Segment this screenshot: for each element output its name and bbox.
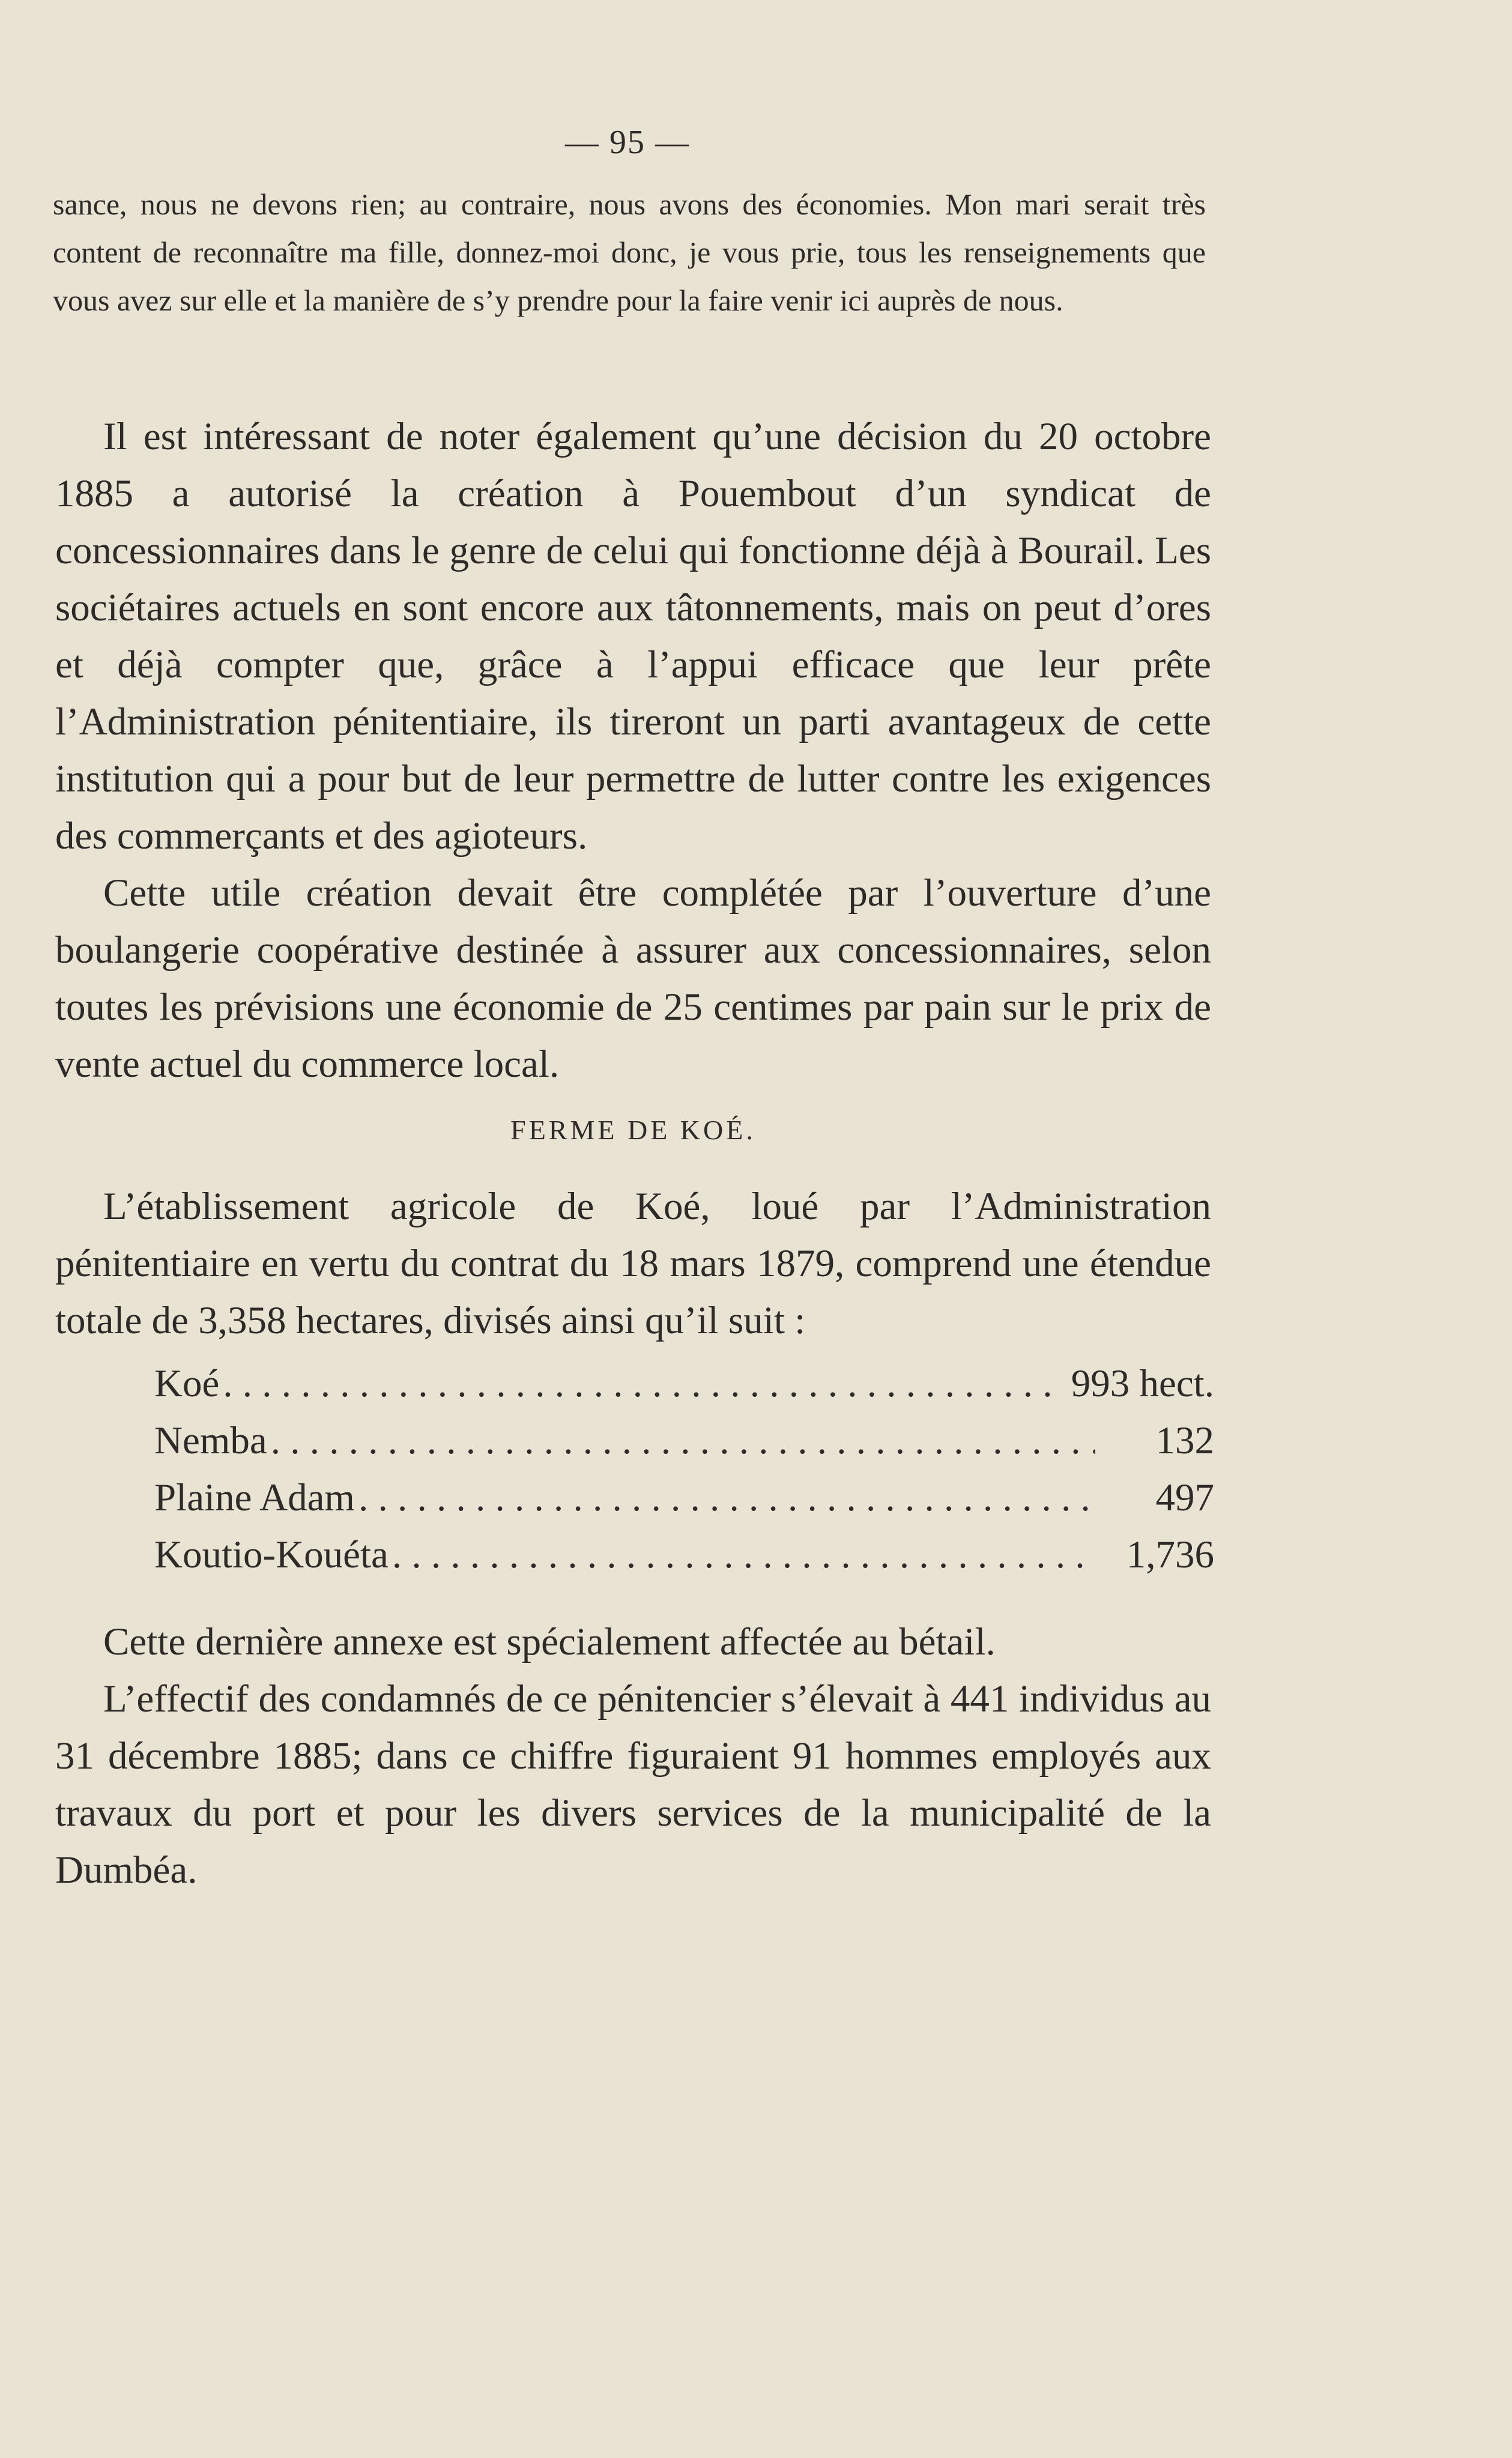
- table-row-label: Nemba: [154, 1419, 267, 1462]
- dot-leader: [223, 1355, 1060, 1412]
- main-text: [55, 408, 1214, 1899]
- table-row-value: 132: [1155, 1419, 1214, 1462]
- dot-leader: [392, 1527, 1095, 1584]
- quoted-letter-excerpt: sance, nous ne devons rien; au contraire, nous avons des économies. Mon mari serait très content de reconnaître ma fille, donnez-moi donc, je vous prie, tous les renseignements que vous avez sur elle et la manière de s’y prendre pour la faire venir ici auprès de nous.: [53, 187, 1206, 317]
- table-row-label: Koutio-Kouéta: [154, 1533, 389, 1576]
- dot-leader: [358, 1470, 1095, 1527]
- section-heading: FERME DE KOÉ.: [510, 1115, 756, 1145]
- table-row: [154, 1412, 1214, 1470]
- table-row: [154, 1470, 1214, 1527]
- table-row: [154, 1527, 1214, 1584]
- dot-leader: [271, 1412, 1095, 1470]
- land-area-table: [154, 1355, 1214, 1584]
- table-row-label: Plaine Adam: [154, 1476, 355, 1519]
- paragraph-koe-intro: L’établissement agricole de Koé, loué par l’Administration pénitentiaire en vertu du contrat du 18 mars 1879, comprend une étendue totale de 3,358 hectares, divisés ainsi qu’il suit :: [55, 1185, 1211, 1342]
- table-row-value: 1,736: [1126, 1533, 1214, 1576]
- table-row: [154, 1355, 1214, 1412]
- paragraph-betail: Cette dernière annexe est spécialement affectée au bétail.: [103, 1620, 996, 1663]
- table-row-label: Koé: [154, 1362, 220, 1405]
- paragraph-syndicat: Il est intéressant de noter également qu’une décision du 20 octobre 1885 a autorisé la création à Pouembout d’un syndicat de concessionnaires dans le genre de celui qui fonctionne déjà à Bourail. Les sociétaires actuels en sont encore aux tâtonnements, mais on peut d’ores et déjà compter que, grâce à l’appui efficace que leur prête l’Administration pénitentiaire, ils tireront un parti avantageux de cette institution qui a pour but de leur permettre de lutter contre les exigences des commerçants et des agioteurs.: [55, 415, 1211, 858]
- paragraph-effectif: L’effectif des condamnés de ce pénitencier s’élevait à 441 individus au 31 décembre 1885; dans ce chiffre figuraient 91 hommes employés aux travaux du port et pour les divers services de la municipalité de la Dumbéa.: [55, 1677, 1211, 1892]
- paragraph-boulangerie: Cette utile création devait être complétée par l’ouverture d’une boulangerie coopérative destinée à assurer aux concessionnaires, selon toutes les prévisions une économie de 25 centimes par pain sur le prix de vente actuel du commerce local.: [55, 871, 1211, 1086]
- table-row-value: 497: [1155, 1476, 1214, 1519]
- table-row-value: 993 hect.: [1071, 1362, 1214, 1405]
- page-number: — 95 —: [565, 124, 690, 161]
